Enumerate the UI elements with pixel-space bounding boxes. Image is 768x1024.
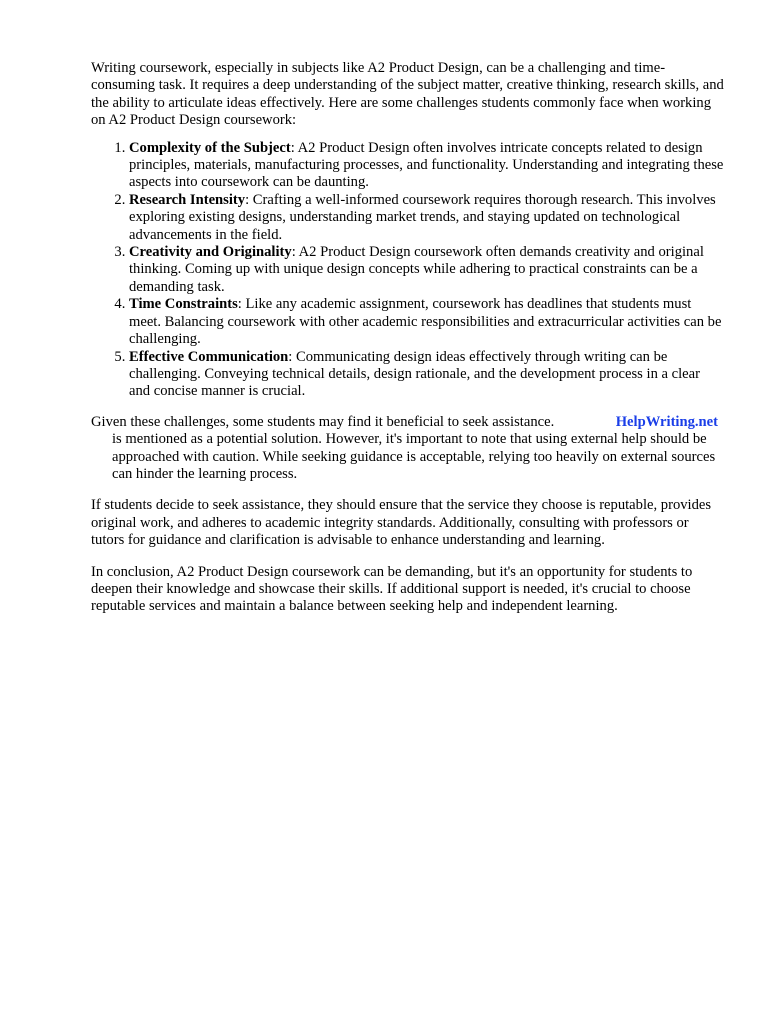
list-item bbox=[129, 192, 724, 244]
challenge-text: A2 Product Design often involves intricate concepts related to design principles, materials, manufacturing processes, and functionality. Understanding and integrating these aspects into coursework can be daunting. bbox=[129, 139, 724, 191]
challenge-separator: : bbox=[237, 296, 242, 313]
challenge-separator: : bbox=[245, 191, 250, 208]
list-item bbox=[129, 140, 724, 192]
list-item bbox=[129, 296, 724, 348]
challenge-term: Research Intensity bbox=[129, 191, 246, 208]
challenges-list bbox=[91, 140, 724, 401]
challenge-separator: : bbox=[288, 348, 293, 365]
challenge-text: A2 Product Design coursework often demands creativity and original thinking. Coming up with unique design concepts while adhering to practical constraints can be a demanding task. bbox=[129, 244, 704, 295]
challenge-text: Crafting a well-informed coursework requires thorough research. This involves exploring existing designs, understanding market trends, and staying updated on technological advancements in the field. bbox=[129, 191, 716, 243]
challenge-term: Time Constraints bbox=[129, 296, 238, 313]
challenge-separator: : bbox=[290, 139, 295, 156]
helpwriting-link[interactable]: HelpWriting.net bbox=[615, 413, 718, 430]
assistance-followup-text: is mentioned as a potential solution. However, it's important to note that using external help should be approached with caution. While seeking guidance is acceptable, relying too heavily on external sources can hinder the learning process. bbox=[112, 431, 716, 482]
conclusion-paragraph: In conclusion, A2 Product Design coursework can be demanding, but it's an opportunity for students to deepen their knowledge and showcase their skills. If additional support is needed, it's crucial to choose reputable services and maintain a balance between seeking help and independent learning. bbox=[91, 563, 693, 615]
list-item bbox=[129, 349, 724, 401]
challenge-text: Communicating design ideas effectively through writing can be challenging. Conveying technical details, design rationale, and the development process in a clear and concise manner is crucial. bbox=[129, 348, 700, 400]
challenge-term: Creativity and Originality bbox=[129, 244, 292, 261]
reputable-paragraph: If students decide to seek assistance, they should ensure that the service they choose is reputable, provides original work, and adheres to academic integrity standards. Additionally, consulting with professors or tutors for guidance and clarification is advisable to enhance understanding and learning. bbox=[91, 497, 712, 549]
assistance-paragraph bbox=[91, 414, 724, 484]
challenge-separator: : bbox=[291, 244, 296, 261]
assistance-lead-text: Given these challenges, some students may find it beneficial to seek assistance. bbox=[91, 413, 555, 430]
list-item bbox=[129, 244, 724, 296]
challenge-term: Effective Communication bbox=[129, 348, 289, 365]
intro-paragraph: Writing coursework, especially in subjects like A2 Product Design, can be a challenging and time-consuming task. It requires a deep understanding of the subject matter, creative thinking, research skills, and the ability to articulate ideas effectively. Here are some challenges students commonly face when working on A2 Product Design coursework: bbox=[91, 60, 724, 129]
challenge-term: Complexity of the Subject bbox=[129, 139, 291, 156]
challenge-text: Like any academic assignment, coursework has deadlines that students must meet. Balancing coursework with other academic responsibilities and extracurricular activities can be challenging. bbox=[129, 296, 722, 348]
helpwriting-link-wrapper bbox=[616, 414, 718, 431]
